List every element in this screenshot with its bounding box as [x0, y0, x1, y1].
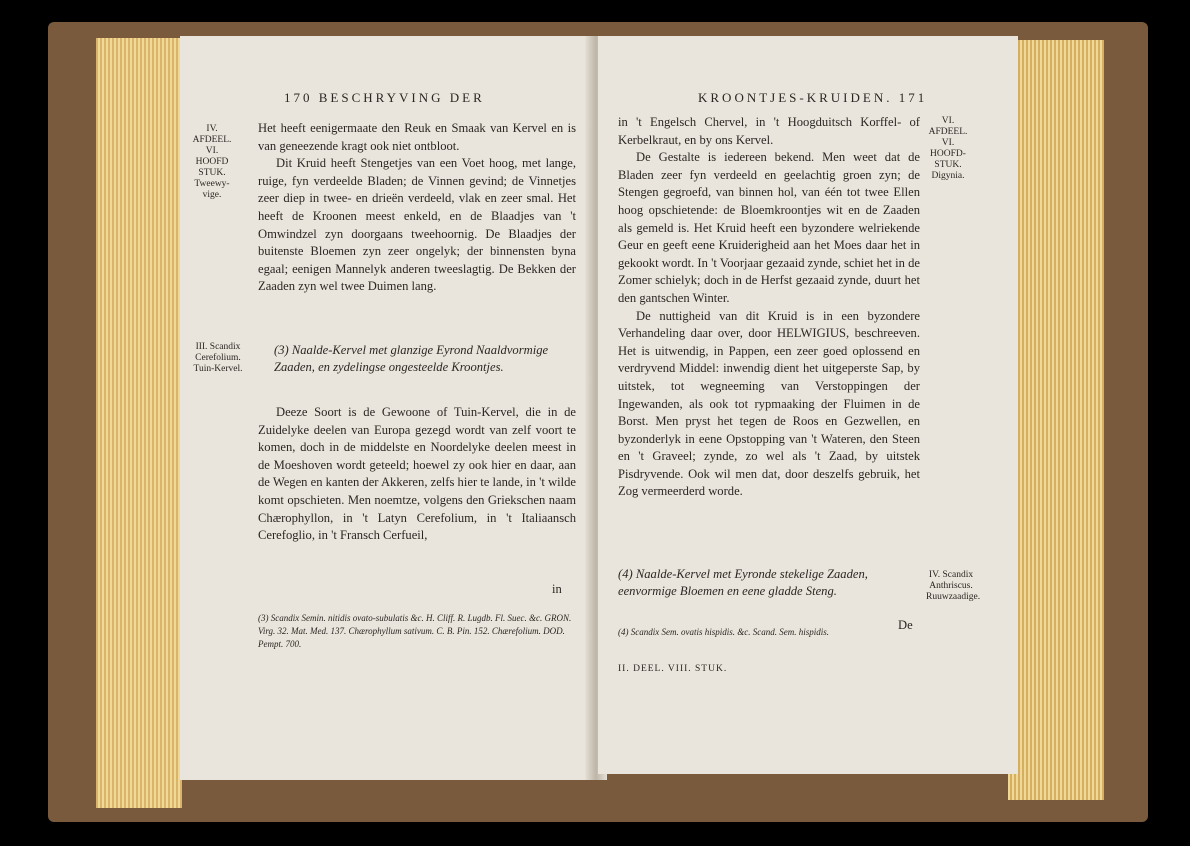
left-margin-note-1: IV. AFDEEL. VI. HOOFD STUK. Tweewy-vige. — [192, 124, 232, 200]
left-paragraph-2: Dit Kruid heeft Stengetjes van een Voet hoog, met lange, ruige, fyn verdeelde Bladen; de Vinnen gevind; de Vinnetjes zeer diep in twee- en drieën verdeeld, vlak en zeer smal. Het heeft de Kroonen meest enkeld, en de Blaadjes van 't Omwindzel zyn doorgaans tweehoornig. De Blaadjes der buitenste Bloemen zyn zeer ongelyk; der binnensten byna egaal; eenigen Mannelyk anderen tweeslagtig. De Bekken der Zaaden zyn wel twee Duimen lang. — [258, 156, 576, 294]
right-catchword: De — [898, 618, 913, 632]
right-paragraph-3: De nuttigheid van dit Kruid is in een byzondere Verhandeling daar over, door HELWIGIUS, beschreeven. Het is uitwendig, in Pappen, een zeer goed oplossend en verdryvend Middel: inwendig dient het uitgeperste Sap, by uitstek, tot wegneeming van Verstoppingen der Ingewanden, als ook tot rypmaaking der Fluimen in de Borst. Men pryst het tegen de Roos en Gezwellen, en byzonderlyk in eene Opstopping van 't Wateren, den Steen en 't Graveel; zynde, zo wel als 't Zaad, by uitstek Pisdryvende. Ook wil men dat, door deszelfs gebruik, het Zog vermeerderd worde. — [618, 308, 920, 499]
left-paragraph-1: Het heeft eenigermaate den Reuk en Smaak van Kervel en is van geneezende kragt ook niet ontbloot. — [258, 121, 576, 153]
right-margin-note-1: VI. AFDEEL. VI. HOOFD-STUK. Digynia. — [928, 116, 968, 181]
right-subheading: (4) Naalde-Kervel met Eyronde stekelige Zaaden, eenvormige Bloemen en eene gladde Steng. — [618, 567, 868, 598]
right-paragraph-2: De Gestalte is iedereen bekend. Men weet dat de Bladen zeer fyn verdeeld en geelachtig groen zyn; de Stengen gegroefd, van binnen hol, van één tot twee Ellen hoog opschietende: de Bloemkroontjes wit en de Zaaden als gemeld is. Het Kruid heeft een byzondere welriekende Geur en geeft eene Kruiderigheid aan het Moes daar het in gekookt wordt. In 't Voorjaar gezaaid zynde, schiet het in de Zomer schielyk; doch in de Herfst gezaaid zynde, duurt het den gantschen Winter. — [618, 150, 920, 305]
left-page-header: 170 BESCHRYVING DER — [284, 90, 485, 105]
page-edges-left — [96, 38, 182, 808]
right-margin-note-2: IV. Scandix Anthriscus. Ruuwzaadige. — [926, 570, 981, 602]
right-footnote: (4) Scandix Sem. ovatis hispidis. &c. Scand. Sem. hispidis. — [618, 627, 829, 637]
left-body-top — [258, 120, 576, 296]
left-paragraph-3: Deeze Soort is de Gewoone of Tuin-Kervel, die in de Zuidelyke deelen van Europa gezegd wordt van zelf voort te komen, doch in de middelste en Noordelyke deelen meest in de Moeshoven wordt geteeld; hoewel zy ook hier en daar, aan de Wegen en kanten der Akkeren, zelfs hier te lande, in 't wilde komt opschieten. Men noemtze, volgens den Griekschen naam Chærophyllon, in 't Latyn Cerefolium, in 't Italiaansch Cerefoglio, in 't Fransch Cerfueil, — [258, 405, 576, 543]
right-page — [598, 36, 1018, 774]
right-body-top — [618, 114, 920, 501]
left-margin-note-2: III. Scandix Cerefolium. Tuin-Kervel. — [193, 342, 243, 374]
right-paragraph-1: in 't Engelsch Chervel, in 't Hoogduitsch Korffel- of Kerbelkraut, en by ons Kervel. — [618, 115, 920, 147]
left-catchword: in — [552, 582, 562, 596]
left-body-bottom — [258, 404, 576, 545]
left-subheading: (3) Naalde-Kervel met glanzige Eyrond Naaldvormige Zaaden, en zydelingse ongesteelde Kroontjes. — [274, 343, 549, 374]
page-edges-right — [1008, 40, 1104, 800]
right-page-header: KROONTJES-KRUIDEN. 171 — [698, 90, 928, 105]
left-page — [180, 36, 594, 780]
right-signature: II. DEEL. VIII. STUK. — [618, 664, 728, 674]
left-footnote: (3) Scandix Semin. nitidis ovato-subulatis &c. H. Cliff. R. Lugdb. Fl. Suec. &c. GRON. Virg. 32. Mat. Med. 137. Chærophyllum sativum. C. B. Pin. 152. Chærefolium. DOD. Pempt. 700. — [258, 613, 572, 649]
